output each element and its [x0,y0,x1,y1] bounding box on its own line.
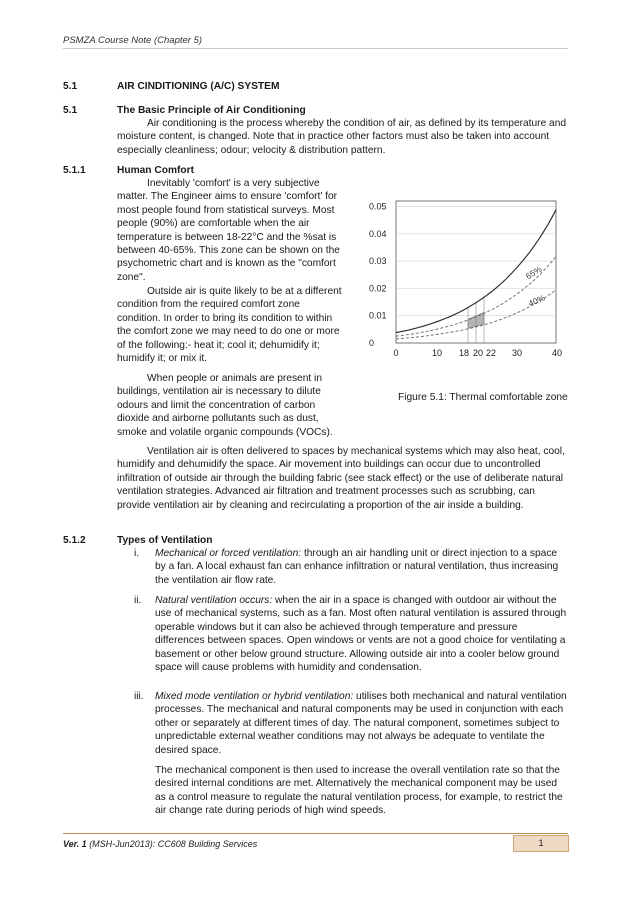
x-tick-label: 22 [486,348,497,358]
mixed-mode-paragraph [155,764,567,818]
footer-divider [63,833,568,834]
x-tick-label: 20 [473,348,484,358]
y-tick-label: 0.03 [369,256,387,267]
comfort-para-4 [117,445,569,512]
section-number: 5.1 [63,81,78,92]
page-footer [63,838,257,851]
list-term: Mixed mode ventilation or hybrid ventilation: [155,691,354,702]
comfort-para-2 [117,285,345,365]
x-tick-label: 18 [459,348,470,358]
list-term: Natural ventilation occurs: [155,595,273,606]
list-item [155,690,567,757]
subsection-number: 5.1.1 [63,165,86,176]
list-numeral: i. [134,548,140,559]
annotation-40pct: 40% [526,292,547,309]
basic-principle-text [117,117,569,157]
footer-version: Ver. 1 [63,839,87,849]
x-tick-label: 0 [393,348,399,358]
subsection-title: Human Comfort [117,165,194,176]
page-header: PSMZA Course Note (Chapter 5) [63,35,203,46]
paragraph: The mechanical component is then used to increase the overall ventilation rate so that the desired internal conditions are met. Alternatively the mechanical component may be used as a control measure to regulate the natural ventilation process, for example, to restrict the air change rate during periods of high wind speeds. [155,765,563,817]
paragraph: Ventilation air is often delivered to spaces by mechanical systems which may also heat, cool, humidify and dehumidify the space. Air movement into buildings can occur due to uncontrolled infiltration of outside air through the building fabric (see stack effect) or the use of deliberate natural ventilation strategies. Advanced air filtration and treatment processes such as scrubbing, can provide ventilation air by cleaning and recirculating a proportion of the air inside a building. [117,446,565,511]
paragraph: Inevitably 'comfort' is a very subjective matter. The Engineer aims to ensure 'comfort' for most people found from statistical surveys. Most people (90%) are comfortable when the air temperature is between 18-22°C and the %sat is between 40-65%. This zone can be shown on the psychometric chart and is known as the "comfort zone". [117,178,340,283]
section-title: AIR CINDITIONING (A/C) SYSTEM [117,81,280,92]
list-item [155,594,567,674]
comfort-para-1 [117,177,345,284]
y-tick-label: 0.05 [369,201,387,212]
list-numeral: ii. [134,595,142,606]
paragraph: Outside air is quite likely to be at a different condition from the required comfort zone condition. In order to bring its condition to within the comfort zone we may need to do one or more of the following:- heat it; cool it; dehumidify it; humidify it; or mix it. [117,286,342,365]
x-tick-label: 30 [512,348,523,358]
subsection-number: 5.1 [63,105,78,116]
subsection-title: Types of Ventilation [117,535,213,546]
annotation-65pct: 65% [523,263,544,282]
figure-caption: Figure 5.1: Thermal comfortable zone [398,392,568,403]
list-term: Mechanical or forced ventilation: [155,548,302,559]
list-numeral: iii. [134,691,144,702]
subsection-number: 5.1.2 [63,535,86,546]
list-text: utilises both mechanical and natural ventilation processes. The mechanical and natural components may be used in conjunction with each other or separately at different times of day. The natural component, sometimes subject to unpredictable external weather conditions may not always be adequate to ventilate the desired space. [155,691,567,756]
y-tick-label: 0.02 [369,283,387,294]
header-divider [63,48,568,49]
comfort-para-3 [117,372,345,439]
y-tick-label: 0 [369,338,375,348]
paragraph: When people or animals are present in buildings, ventilation air is necessary to dilute odours and limit the concentration of carbon dioxide and airborne pollutants such as dust, smoke and volatile organic compounds (VOCs). [117,373,333,438]
list-text: when the air in a space is changed with outdoor air without the use of mechanical systems, such as a fan. Most often natural ventilation is assured through operable windows but it can also be achieved through temperature and pressure differences between spaces. Open windows or vents are not a good choice for ventilating a basement or other below ground structure. Allowing outside air into a cooler below ground space will cause problems with humidity and condensation. [155,595,567,674]
psychrometric-chart [356,193,568,369]
x-tick-label: 10 [432,348,443,358]
y-tick-label: 0.04 [369,228,387,239]
footer-detail: (MSH-Jun2013): CC608 Building Services [86,839,258,849]
subsection-title: The Basic Principle of Air Conditioning [117,105,306,116]
basic-principle-paragraph: Air conditioning is the process whereby the condition of air, as defined by its temperature and moisture content, is changed. Note that in practice other factors must also be taken into account especially cleanliness; odour; velocity & distribution pattern. [117,118,567,156]
list-text: through an air handling unit or direct injection to a space by a fan. A local exhaust fan can enhance infiltration or natural ventilation, thus increasing the ventilation air flow rate. [155,548,559,586]
x-tick-label: 40 [552,348,563,358]
page-number: 1 [513,835,569,852]
y-tick-label: 0.01 [369,310,387,321]
list-item [155,547,567,587]
